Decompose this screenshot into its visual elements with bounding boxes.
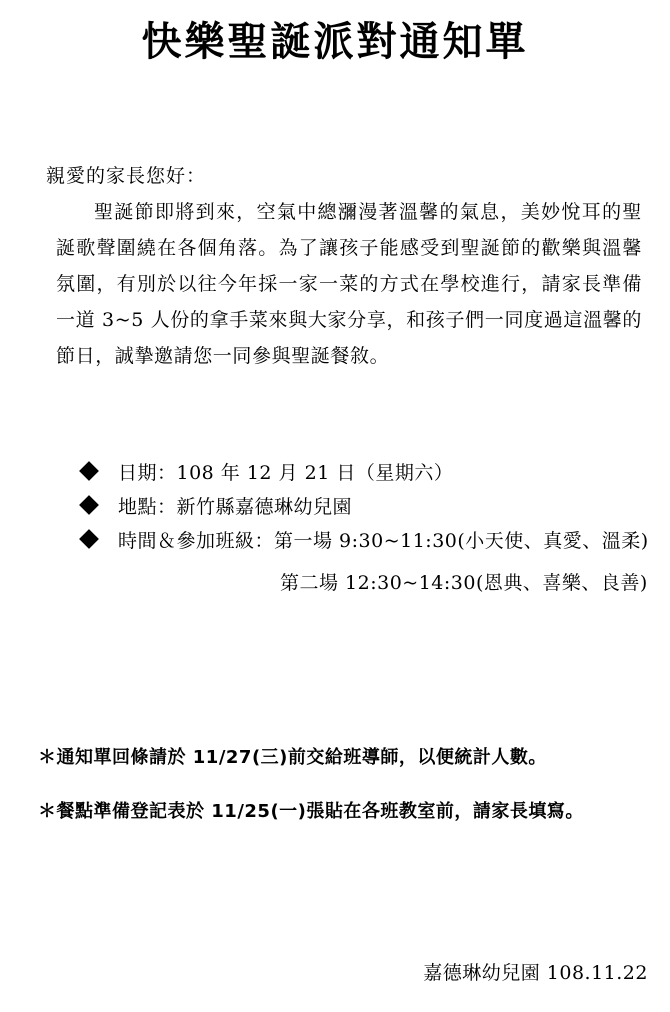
info-item-date: [78, 454, 668, 488]
session-2-text: 第二場 12:30~14:30(恩典、喜樂、良善): [280, 572, 648, 594]
diamond-bullet-icon: [79, 495, 99, 515]
document-title: 快樂聖誕派對通知單: [141, 19, 529, 65]
info-item-location: [78, 488, 668, 522]
meal-signup-note: ＊餐點準備登記表於 11/25(一)張貼在各班教室前，請家長填寫。: [38, 801, 584, 822]
diamond-bullet-icon: [79, 529, 99, 549]
reply-slip-note: ＊通知單回條請於 11/27(三)前交給班導師，以便統計人數。: [38, 747, 547, 768]
greeting-line: 親愛的家長您好：: [46, 165, 207, 187]
location-text: 地點：新竹縣嘉德琳幼兒園: [118, 495, 353, 518]
info-item-session: [78, 522, 668, 556]
body-paragraph: 聖誕節即將到來，空氣中總瀰漫著溫馨的氣息，美妙悅耳的聖誕歌聲圍繞在各個角落。為了讓孩子能感受到聖誕節的歡樂與溫馨氛圍，有別於以往今年採一家一菜的方式在學校進行，請家長準備一道 3~5 人份的拿手菜來與大家分享，和孩子們一同度過這溫馨的節日，誠摯邀請您一同參與聖誕餐敘。: [56, 201, 642, 367]
session-1-text: 時間＆參加班級：第一場 9:30~11:30(小天使、真愛、溫柔): [118, 529, 649, 552]
issuer-and-date: 嘉德琳幼兒園 108.11.22: [423, 962, 648, 984]
date-text: 日期：108 年 12 月 21 日（星期六）: [118, 461, 454, 484]
event-info-list: [78, 454, 668, 556]
diamond-bullet-icon: [79, 461, 99, 481]
